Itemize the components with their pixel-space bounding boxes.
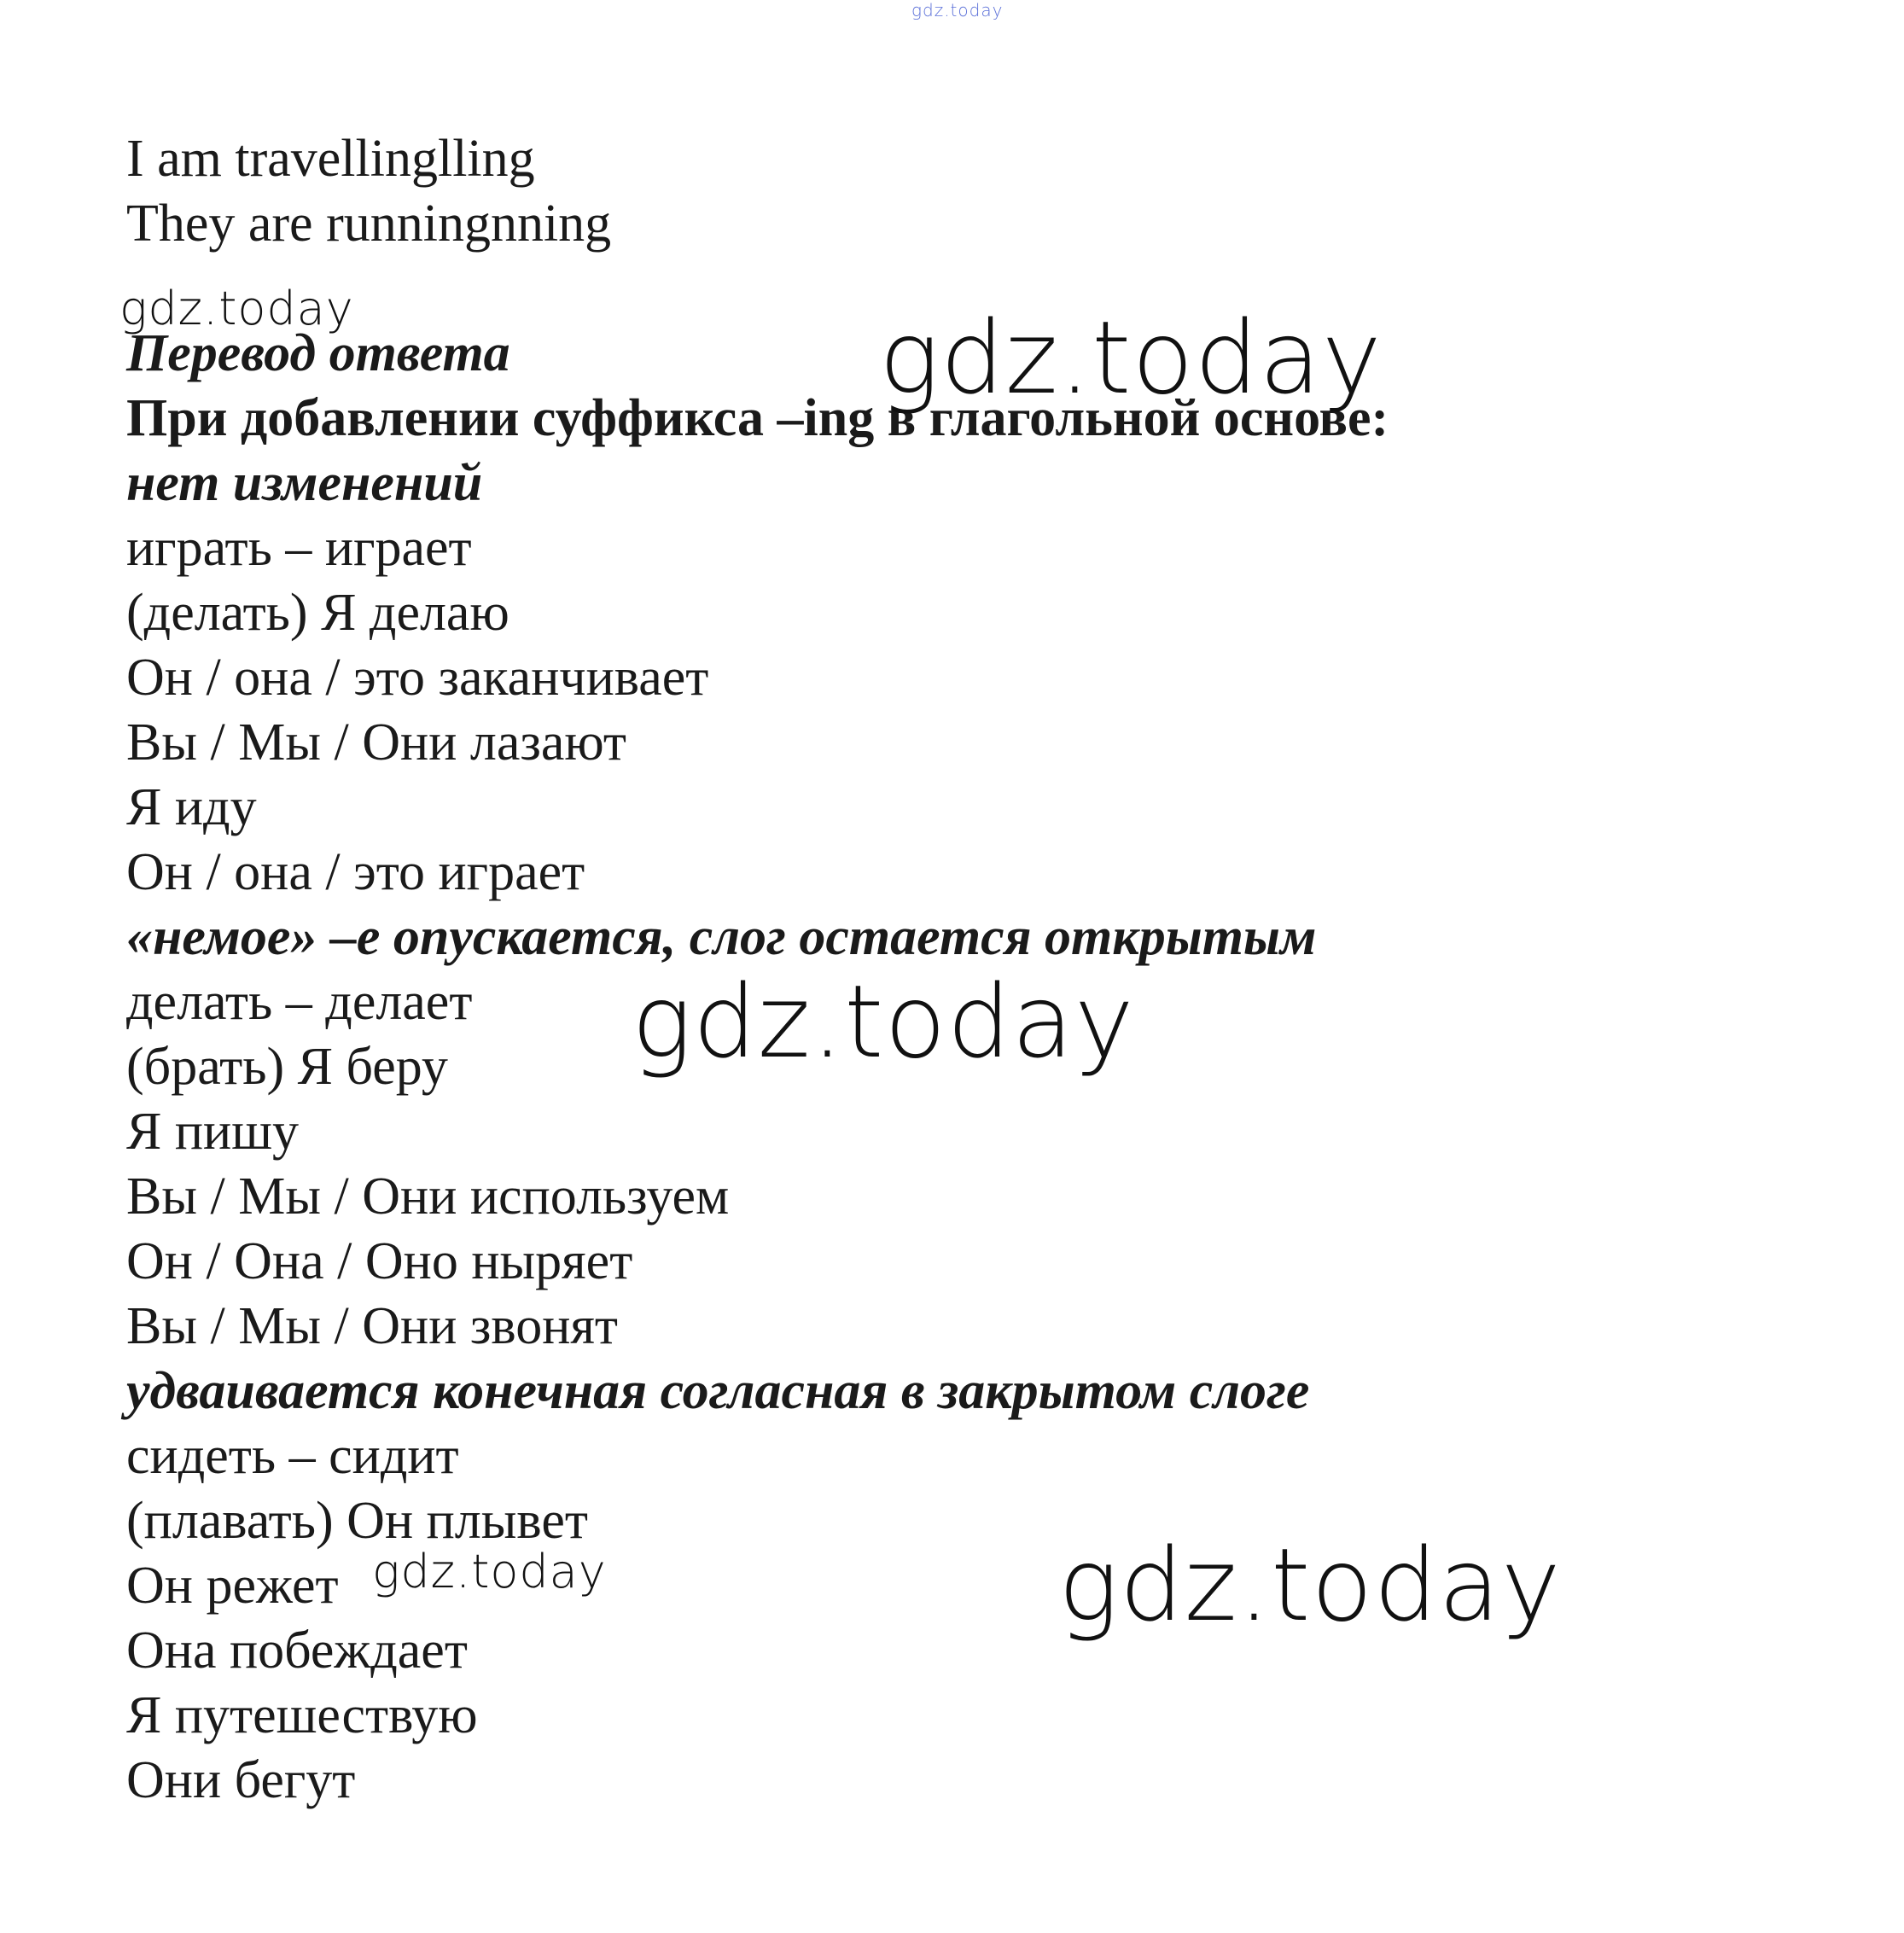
section-heading: Перевод ответа: [126, 324, 510, 382]
text-line: (брать) Я беру: [126, 1038, 448, 1096]
rule-heading: удваивается конечная согласная в закрытом слоге: [126, 1362, 1310, 1420]
watermark-small: gdz.today: [372, 1545, 607, 1598]
rule-heading: нет изменений: [126, 454, 483, 512]
text-line: Она побеждает: [126, 1622, 468, 1680]
text-line: Он / Она / Оно ныряет: [126, 1232, 633, 1290]
text-line: Вы / Мы / Они лазают: [126, 713, 626, 771]
text-line: Он / она / это заканчивает: [126, 649, 709, 707]
watermark-large: gdz.today: [1058, 1526, 1562, 1644]
text-line: сидеть – сидит: [126, 1427, 459, 1485]
watermark-small: gdz.today: [119, 282, 354, 335]
text-line: They are runningnning: [126, 195, 612, 253]
text-line: играть – играет: [126, 519, 472, 577]
text-line: Вы / Мы / Они звонят: [126, 1297, 619, 1355]
text-line: Он / она / это играет: [126, 843, 585, 901]
text-line: Я путешествую: [126, 1686, 478, 1744]
text-line: (делать) Я делаю: [126, 584, 509, 642]
text-line: Он режет: [126, 1557, 339, 1615]
text-line: Я пишу: [126, 1103, 299, 1161]
text-line: Вы / Мы / Они используем: [126, 1167, 730, 1226]
watermark-large: gdz.today: [632, 963, 1135, 1080]
text-line: (плавать) Он плывет: [126, 1492, 588, 1550]
watermark-top: gdz.today: [911, 0, 1004, 20]
text-line: I am travellinglling: [126, 130, 535, 188]
text-line: Я иду: [126, 778, 257, 836]
watermark-large: gdz.today: [879, 299, 1383, 416]
text-line: Они бегут: [126, 1751, 356, 1809]
section-heading: При добавлении суффикса –ing в глагольной основе:: [126, 389, 1389, 447]
rule-heading: «немое» –е опускается, слог остается открытым: [126, 908, 1317, 966]
text-line: делать – делает: [126, 973, 473, 1031]
